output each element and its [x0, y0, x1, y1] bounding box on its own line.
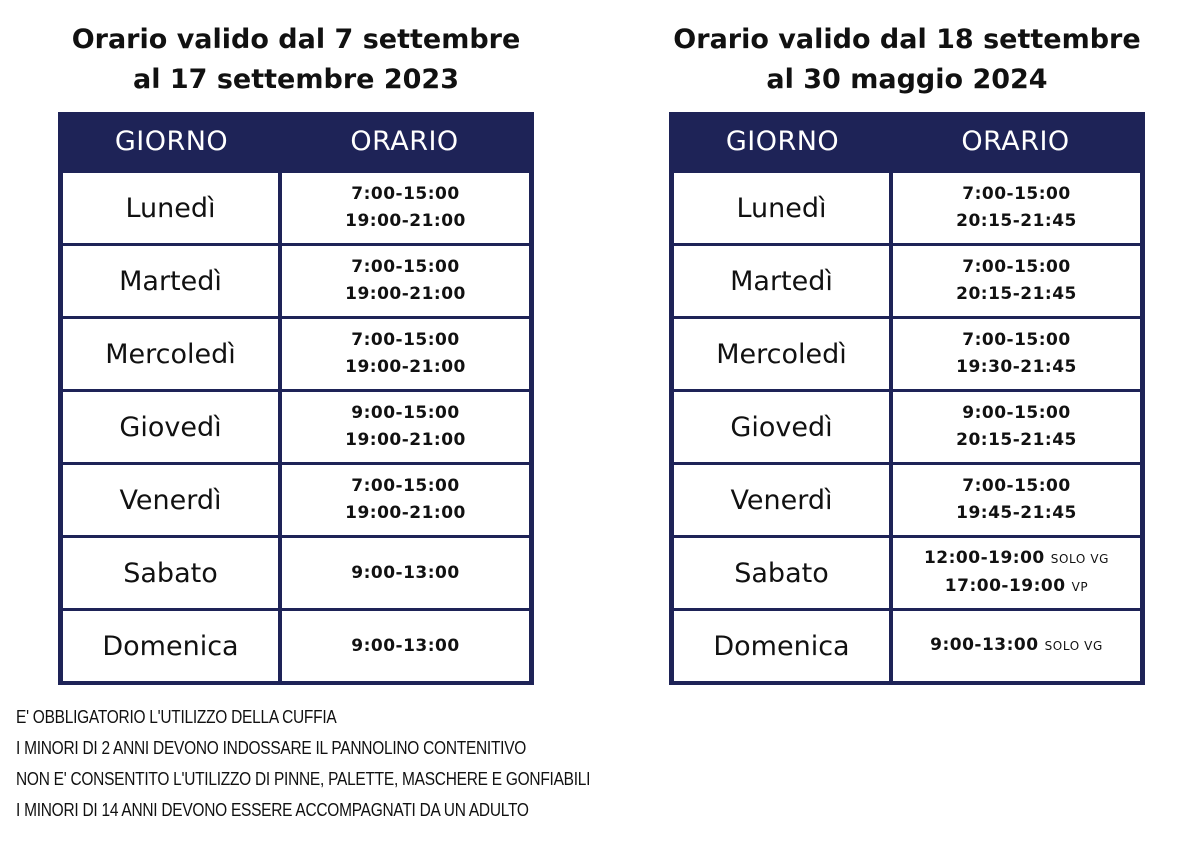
time-slot-2: 19:00-21:00 [345, 211, 466, 231]
time-slot-1: 7:00-15:00 [962, 257, 1071, 277]
table-row [63, 462, 529, 535]
schedule-table [58, 112, 534, 685]
day-cell: Martedì [674, 246, 889, 316]
schedule-title [58, 18, 534, 112]
time-slot-2: 20:15-21:45 [956, 284, 1077, 304]
time-slot-1: 9:00-13:00 [351, 562, 460, 583]
time-cell [282, 392, 529, 462]
time-slot-1: 9:00-15:00 [351, 403, 460, 423]
time-slot-1: 7:00-15:00 [351, 184, 460, 204]
table-row [63, 243, 529, 316]
table-row [63, 608, 529, 681]
day-cell: Sabato [674, 538, 889, 608]
table-header [63, 112, 529, 170]
time-slot-1: 7:00-15:00 [962, 330, 1071, 350]
time-slot-2: 19:00-21:00 [345, 357, 466, 377]
header-time: ORARIO [350, 125, 459, 157]
table-row [674, 170, 1140, 243]
time-note: SOLO VG [1050, 552, 1110, 566]
rules-list [16, 702, 590, 826]
header-time: ORARIO [961, 125, 1070, 157]
day-cell: Venerdì [674, 465, 889, 535]
time-cell [282, 246, 529, 316]
time-cell [282, 611, 529, 681]
time-slot-1: 7:00-15:00 [351, 476, 460, 496]
time-cell [282, 538, 529, 608]
table-row [674, 389, 1140, 462]
header-day: GIORNO [114, 125, 229, 157]
table-row [63, 316, 529, 389]
schedule-title-line1: Orario valido dal 18 settembre [673, 24, 1141, 55]
time-cell [893, 611, 1140, 681]
schedule-title-line2: al 30 maggio 2024 [766, 64, 1048, 95]
day-cell: Lunedì [674, 173, 889, 243]
time-cell [282, 319, 529, 389]
time-slot-1: 7:00-15:00 [962, 476, 1071, 496]
time-cell [893, 538, 1140, 608]
time-slot-1: 7:00-15:00 [351, 330, 460, 350]
time-slot-2: 20:15-21:45 [956, 211, 1077, 231]
time-cell [282, 173, 529, 243]
day-cell: Sabato [63, 538, 278, 608]
schedule-title-line2: al 17 settembre 2023 [133, 64, 459, 95]
time-slot-1 [930, 632, 1103, 660]
time-value: 12:00-19:00 [923, 548, 1045, 568]
time-slot-1: 7:00-15:00 [351, 257, 460, 277]
day-cell: Venerdì [63, 465, 278, 535]
time-slot-2: 19:00-21:00 [345, 430, 466, 450]
time-value: 17:00-19:00 [944, 576, 1066, 596]
table-row [674, 243, 1140, 316]
time-cell [893, 465, 1140, 535]
rule-item: I MINORI DI 2 ANNI DEVONO INDOSSARE IL PANNOLINO CONTENITIVO [16, 738, 527, 758]
schedule-title-line1: Orario valido dal 7 settembre [71, 24, 521, 55]
table-header [674, 112, 1140, 170]
time-slot-2 [945, 573, 1088, 601]
rule-item: I MINORI DI 14 ANNI DEVONO ESSERE ACCOMPAGNATI DA UN ADULTO [16, 800, 529, 820]
day-cell: Mercoledì [63, 319, 278, 389]
rule-item: E' OBBLIGATORIO L'UTILIZZO DELLA CUFFIA [16, 707, 337, 727]
time-slot-2: 20:15-21:45 [956, 430, 1077, 450]
day-cell: Lunedì [63, 173, 278, 243]
time-slot-2: 19:30-21:45 [956, 357, 1077, 377]
table-row [674, 316, 1140, 389]
time-cell [893, 319, 1140, 389]
time-slot-2: 19:45-21:45 [956, 503, 1077, 523]
schedule-2024 [669, 18, 1145, 685]
day-cell: Giovedì [674, 392, 889, 462]
day-cell: Martedì [63, 246, 278, 316]
time-slot-1: 9:00-15:00 [962, 403, 1071, 423]
day-cell: Domenica [63, 611, 278, 681]
day-cell: Giovedì [63, 392, 278, 462]
table-row [674, 608, 1140, 681]
time-slot-1 [924, 545, 1109, 573]
schedule-title [669, 18, 1145, 112]
time-note: SOLO VG [1044, 639, 1103, 653]
table-row [63, 389, 529, 462]
time-cell [893, 246, 1140, 316]
time-note: VP [1071, 580, 1089, 594]
table-row [63, 170, 529, 243]
table-row [63, 535, 529, 608]
time-slot-1: 7:00-15:00 [962, 184, 1071, 204]
time-cell [282, 465, 529, 535]
header-day: GIORNO [725, 125, 840, 157]
time-value: 9:00-13:00 [930, 635, 1039, 655]
time-slot-1: 9:00-13:00 [351, 635, 460, 656]
table-row [674, 462, 1140, 535]
table-row [674, 535, 1140, 608]
day-cell: Domenica [674, 611, 889, 681]
rule-item: NON E' CONSENTITO L'UTILIZZO DI PINNE, PALETTE, MASCHERE E GONFIABILI [16, 769, 591, 789]
schedule-table [669, 112, 1145, 685]
time-cell [893, 173, 1140, 243]
day-cell: Mercoledì [674, 319, 889, 389]
time-cell [893, 392, 1140, 462]
time-slot-2: 19:00-21:00 [345, 503, 466, 523]
schedule-2023 [58, 18, 534, 685]
time-slot-2: 19:00-21:00 [345, 284, 466, 304]
